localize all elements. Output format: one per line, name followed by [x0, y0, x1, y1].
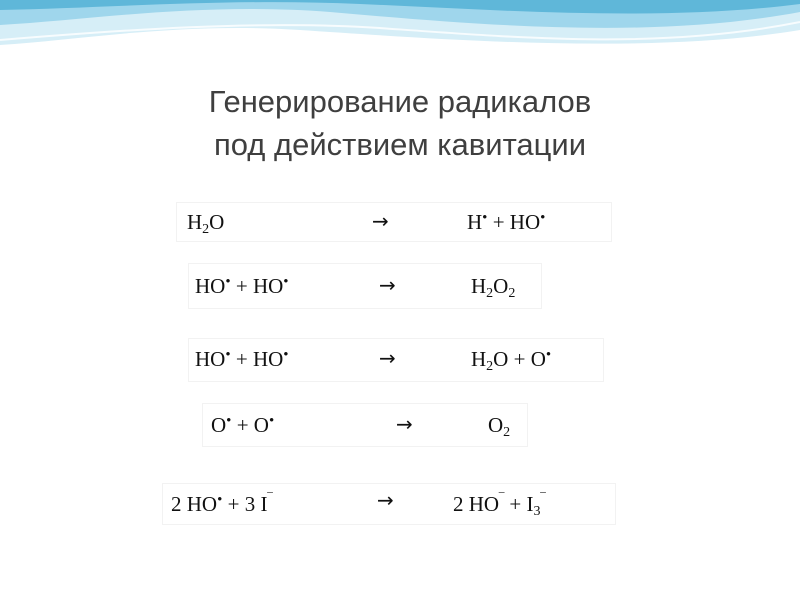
- subscript: 2: [508, 286, 516, 301]
- subscript: 3: [533, 504, 541, 519]
- formula-token: +: [504, 492, 527, 516]
- formula-token: H•: [467, 210, 488, 234]
- formula-token: HO•: [195, 274, 231, 298]
- equation-5: [163, 484, 615, 524]
- formula-token: O: [493, 347, 509, 371]
- formula-token: $H_2$: [471, 274, 494, 301]
- formula-token: $H_2$: [187, 210, 210, 237]
- formula-token: +: [230, 347, 253, 371]
- superscript: •: [283, 347, 289, 363]
- formula-token: HO•: [195, 347, 231, 371]
- subscript: 2: [503, 425, 511, 440]
- equation-5-right: [453, 492, 545, 517]
- equation-4-left: [211, 413, 274, 438]
- formula-token: $O_2$: [493, 274, 516, 301]
- formula-token: O•: [253, 413, 275, 437]
- superscript: •: [268, 413, 275, 429]
- formula-token: +: [222, 492, 245, 516]
- equation-4-arrow: →: [396, 412, 413, 436]
- equation-1-right: [467, 210, 545, 235]
- superscript: ‾: [267, 492, 273, 508]
- formula-token: $H_2$: [471, 347, 494, 374]
- equation-3-arrow: →: [379, 346, 396, 370]
- equation-2-arrow: →: [379, 273, 396, 297]
- equation-1: [177, 203, 611, 241]
- formula-token: HO•: [252, 347, 289, 371]
- formula-token: $I_3^‾$: [526, 492, 546, 519]
- superscript: •: [283, 274, 289, 290]
- formula-token: +: [230, 274, 253, 298]
- subscript: 2: [486, 359, 494, 374]
- formula-token: +: [508, 347, 531, 371]
- formula-token: $O_2$: [488, 413, 511, 440]
- formula-token: 2 HO‾: [453, 492, 505, 516]
- page-title: [0, 80, 800, 166]
- formula-token: +: [231, 413, 254, 437]
- superscript: •: [225, 274, 231, 290]
- equation-1-arrow: →: [372, 209, 389, 233]
- header-wave-decoration: [0, 0, 800, 80]
- formula-token: O: [209, 210, 225, 234]
- superscript: •: [482, 210, 488, 226]
- title-line-2: под действием кавитации: [213, 127, 587, 162]
- formula-token: HO•: [509, 210, 546, 234]
- formula-token: O•: [211, 413, 232, 437]
- formula-token: HO•: [252, 274, 289, 298]
- formula-token: 3 I‾: [244, 492, 273, 516]
- equation-1-left: [187, 210, 224, 235]
- equation-2-left: [195, 274, 289, 299]
- subscript: 2: [202, 222, 210, 237]
- superscript: •: [225, 347, 231, 363]
- equation-4-right: [488, 413, 510, 438]
- equation-3-right: [471, 347, 551, 372]
- superscript: ‾: [540, 492, 546, 508]
- formula-token: O•: [530, 347, 552, 371]
- equation-5-arrow: →: [377, 488, 394, 512]
- superscript: •: [540, 210, 546, 226]
- superscript: •: [545, 347, 552, 363]
- equation-2-right: [471, 274, 515, 299]
- equation-4: [203, 404, 527, 446]
- equation-2: [189, 264, 541, 308]
- formula-token: +: [487, 210, 510, 234]
- subscript: 2: [486, 286, 494, 301]
- equation-3: [189, 339, 603, 381]
- superscript: •: [217, 492, 223, 508]
- formula-token: 2 HO•: [171, 492, 223, 516]
- title-line-1: Генерирование радикалов: [208, 84, 592, 119]
- equation-3-left: [195, 347, 289, 372]
- equation-5-left: [171, 492, 272, 517]
- superscript: •: [226, 413, 232, 429]
- superscript: ‾: [499, 492, 505, 508]
